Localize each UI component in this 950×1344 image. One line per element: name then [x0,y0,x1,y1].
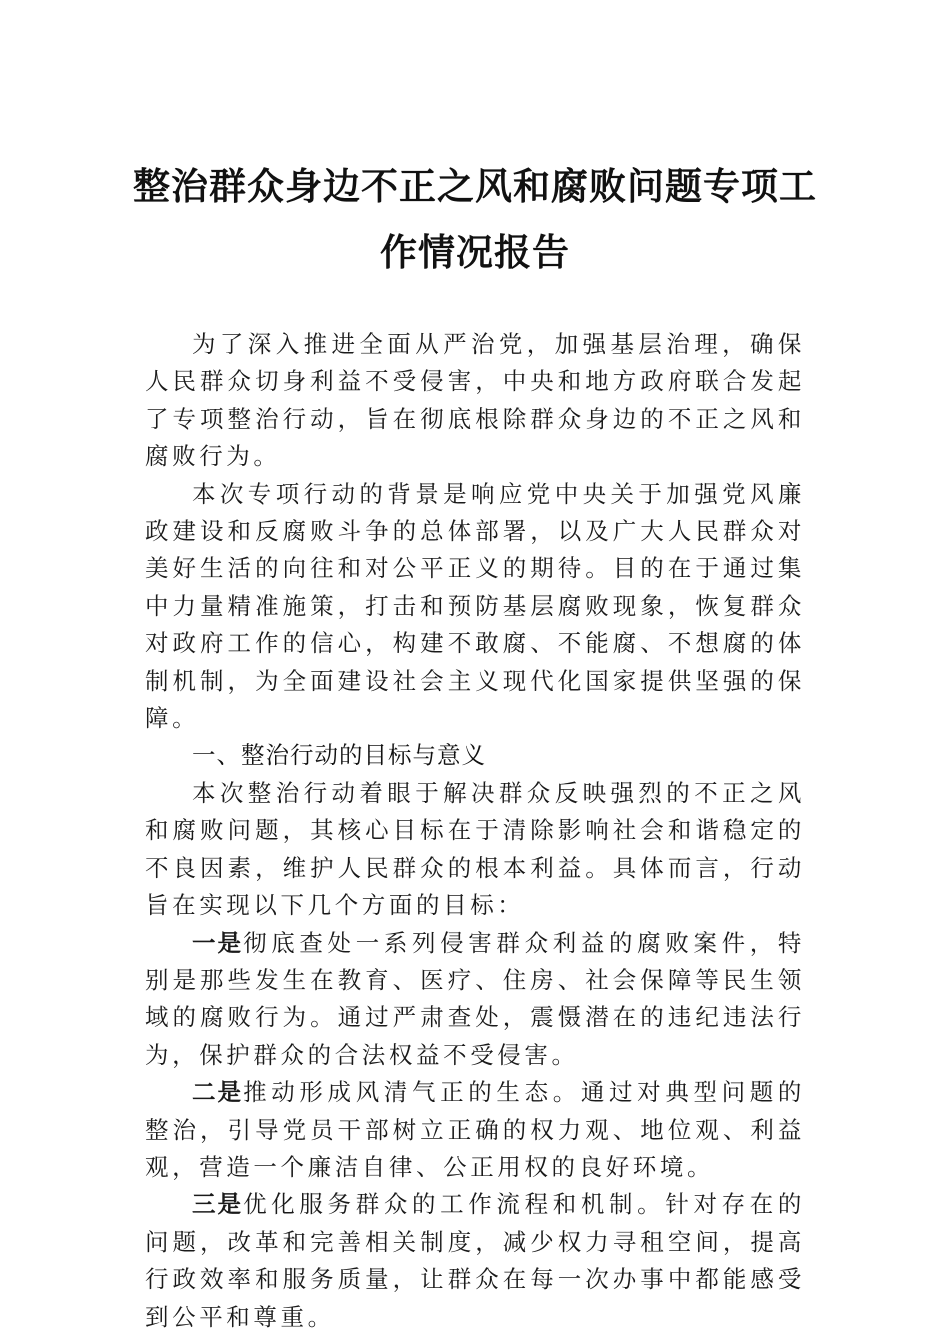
list-item-text: 推动形成风清气正的生态。通过对典型问题的整治，引导党员干部树立正确的权力观、地位观、利益观，营造一个廉洁自律、公正用权的良好环境。 [145,1078,806,1181]
document-title-line-2: 作情况报告 [380,230,570,274]
list-item-text: 优化服务群众的工作流程和机制。针对存在的问题，改革和完善相关制度，减少权力寻租空间，提高行政效率和服务质量，让群众在每一次办事中都能感受到公平和尊重。 [145,1190,806,1331]
list-item-lead: 一是 [192,928,244,957]
paragraph-background: 本次专项行动的背景是响应党中央关于加强党风廉政建设和反腐败斗争的总体部署，以及广大人民群众对美好生活的向往和对公平正义的期待。目的在于通过集中力量精准施策，打击和预防基层腐败现象，恢复群众对政府工作的信心，构建不敢腐、不能腐、不想腐的体制机制，为全面建设社会主义现代化国家提供坚强的保障。 [145,479,805,733]
document-body [145,326,805,1336]
section-intro-paragraph: 本次整治行动着眼于解决群众反映强烈的不正之风和腐败问题，其核心目标在于清除影响社会和谐稳定的不良因素，维护人民群众的根本利益。具体而言，行动旨在实现以下几个方面的目标： [145,778,805,920]
list-item-text: 彻底查处一系列侵害群众利益的腐败案件，特别是那些发生在教育、医疗、住房、社会保障等民生领域的腐败行为。通过严肃查处，震慑潜在的违纪违法行为，保护群众的合法权益不受侵害。 [145,928,806,1069]
paragraph-intro: 为了深入推进全面从严治党，加强基层治理，确保人民群众切身利益不受侵害，中央和地方政府联合发起了专项整治行动，旨在彻底根除群众身边的不正之风和腐败行为。 [145,330,805,471]
list-item-lead: 二是 [192,1078,244,1107]
list-item-lead: 三是 [192,1190,244,1219]
list-item-goal-3 [145,1186,805,1336]
section-heading: 一、整治行动的目标与意义 [192,741,486,770]
list-item-goal-2 [145,1074,805,1186]
list-item-goal-1 [145,925,805,1075]
document-title-line-1: 整治群众身边不正之风和腐败问题专项工 [133,164,817,208]
